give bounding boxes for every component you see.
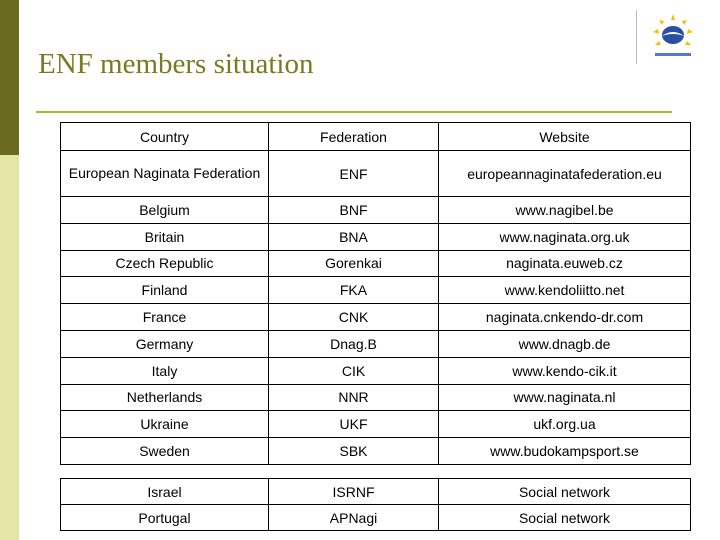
table-row (61, 197, 691, 224)
federation-cell: CNK (269, 304, 439, 331)
federation-cell: NNR (269, 384, 439, 411)
enf-logo-icon (636, 10, 709, 64)
country-cell: Israel (61, 479, 269, 505)
table-row (61, 438, 691, 465)
country-cell: Netherlands (61, 384, 269, 411)
country-cell: Czech Republic (61, 250, 269, 277)
website-cell: www.nagibel.be (439, 197, 691, 224)
website-cell: naginata.euweb.cz (439, 250, 691, 277)
country-cell: Finland (61, 277, 269, 304)
table-row (61, 384, 691, 411)
federation-cell: UKF (269, 411, 439, 438)
country-cell: France (61, 304, 269, 331)
federation-cell: ENF (269, 151, 439, 197)
country-cell: European Naginata Federation (61, 151, 269, 197)
country-cell: Italy (61, 357, 269, 384)
sidebar-accent-dark (0, 0, 19, 155)
table-row (61, 304, 691, 331)
country-cell: Britain (61, 223, 269, 250)
federation-cell: Gorenkai (269, 250, 439, 277)
federation-cell: ISRNF (269, 479, 439, 505)
table-row (61, 357, 691, 384)
social-network-table (60, 478, 691, 531)
sidebar-accent-light (0, 155, 19, 540)
title-underline (36, 111, 672, 113)
members-table (60, 122, 691, 465)
country-cell: Belgium (61, 197, 269, 224)
website-cell: www.dnagb.de (439, 330, 691, 357)
federation-cell: BNF (269, 197, 439, 224)
website-cell: www.naginata.nl (439, 384, 691, 411)
website-cell: ukf.org.ua (439, 411, 691, 438)
table-header-row (61, 123, 691, 151)
website-cell: www.budokampsport.se (439, 438, 691, 465)
table-row (61, 505, 691, 531)
country-cell: Germany (61, 330, 269, 357)
website-cell: Social network (439, 505, 691, 531)
table-row (61, 277, 691, 304)
slide-title: ENF members situation (38, 48, 314, 80)
website-cell: Social network (439, 479, 691, 505)
table-row (61, 250, 691, 277)
table-row (61, 151, 691, 197)
federation-cell: CIK (269, 357, 439, 384)
table-row (61, 330, 691, 357)
table-row (61, 411, 691, 438)
website-cell: naginata.cnkendo-dr.com (439, 304, 691, 331)
website-cell: www.kendoliitto.net (439, 277, 691, 304)
website-cell: www.naginata.org.uk (439, 223, 691, 250)
federation-cell: APNagi (269, 505, 439, 531)
federation-cell: Dnag.B (269, 330, 439, 357)
table-row (61, 479, 691, 505)
federation-cell: SBK (269, 438, 439, 465)
federation-cell: BNA (269, 223, 439, 250)
header-country: Country (61, 123, 269, 151)
country-cell: Portugal (61, 505, 269, 531)
table-row (61, 223, 691, 250)
federation-cell: FKA (269, 277, 439, 304)
country-cell: Sweden (61, 438, 269, 465)
country-cell: Ukraine (61, 411, 269, 438)
header-website: Website (439, 123, 691, 151)
header-federation: Federation (269, 123, 439, 151)
website-cell: www.kendo-cik.it (439, 357, 691, 384)
website-cell: europeannaginatafederation.eu (439, 151, 691, 197)
